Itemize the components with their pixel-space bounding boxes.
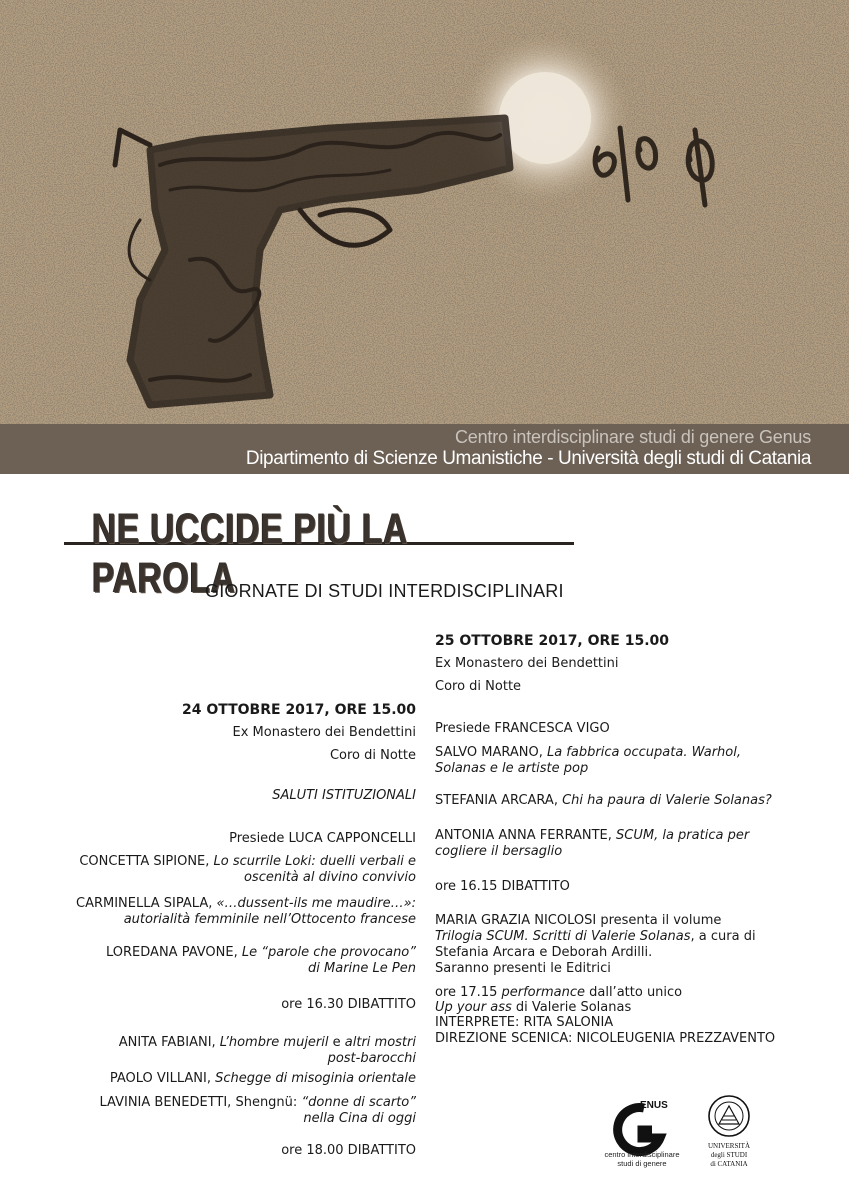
- day2-book-2: Trilogia SCUM. Scritti di Valerie Solanas, a cura di: [435, 929, 756, 944]
- day2-room: Coro di Notte: [435, 679, 522, 694]
- day2-talk-3-cont: cogliere il bersaglio: [435, 844, 563, 859]
- day2-chair: Presiede FRANCESCA VIGO: [435, 721, 610, 736]
- program-day-2: [435, 0, 835, 1200]
- day1-talk-1-cont: oscenità al divino convivio: [243, 870, 416, 885]
- day2-book-4: Saranno presenti le Editrici: [435, 961, 611, 976]
- day1-talk-1: CONCETTA SIPIONE, Lo scurrile Loki: duelli verbali e: [79, 854, 416, 869]
- day1-debate-1: ore 16.30 DIBATTITO: [281, 997, 416, 1012]
- day2-perf-2: Up your ass di Valerie Solanas: [435, 1000, 632, 1015]
- day2-talk-3: ANTONIA ANNA FERRANTE, SCUM, la pratica per: [435, 828, 750, 843]
- genus-logo-word: ENUS: [640, 1100, 668, 1111]
- day2-talk-1-cont: Solanas e le artiste pop: [435, 761, 589, 776]
- event-title: NE UCCIDE PIÙ LA PAROLA: [92, 505, 407, 602]
- day1-talk-2: CARMINELLA SIPALA, «…dussent-ils me maudire…»:: [76, 896, 416, 911]
- unict-caption-1: UNIVERSITÀ: [708, 1142, 750, 1150]
- day2-talk-2: STEFANIA ARCARA, Chi ha paura di Valerie Solanas?: [435, 793, 772, 808]
- day1-talk-6-cont: nella Cina di oggi: [303, 1111, 416, 1126]
- header-dipartimento: Dipartimento di Scienze Umanistiche - Università degli studi di Catania: [245, 448, 811, 469]
- event-subtitle: GIORNATE DI STUDI INTERDISCIPLINARI: [205, 581, 564, 601]
- day1-talk-6: LAVINIA BENEDETTI, Shengnü: “donne di scarto”: [99, 1095, 416, 1110]
- day2-perf-4: DIREZIONE SCENICA: NICOLEUGENIA PREZZAVENTO: [435, 1031, 776, 1046]
- day2-talk-1: SALVO MARANO, La fabbrica occupata. Warhol,: [435, 745, 741, 760]
- genus-logo-caption-2: studi di genere: [617, 1159, 667, 1168]
- unict-seal-logo: [700, 1094, 758, 1170]
- day1-talk-3: LOREDANA PAVONE, Le “parole che provocano”: [106, 945, 416, 960]
- genus-logo: [594, 1094, 690, 1170]
- day1-room: Coro di Notte: [329, 748, 416, 763]
- unict-caption-2: degli STUDI: [710, 1151, 748, 1159]
- day2-date: 25 OTTOBRE 2017, ORE 15.00: [435, 633, 670, 649]
- day2-perf-1: ore 17.15 performance dall’atto unico: [435, 985, 683, 1000]
- day1-talk-5: PAOLO VILLANI, Schegge di misoginia orientale: [109, 1071, 416, 1086]
- day2-perf-3: INTERPRETE: RITA SALONIA: [435, 1015, 614, 1030]
- genus-logo-caption-1: centro interdisciplinare: [604, 1150, 680, 1159]
- day2-venue: Ex Monastero dei Bendettini: [435, 656, 619, 671]
- day1-talk-3-cont: di Marine Le Pen: [308, 961, 416, 976]
- unict-caption-3: di CATANIA: [710, 1160, 748, 1168]
- day2-book-3: Stefania Arcara e Deborah Ardilli.: [435, 945, 653, 960]
- header-centro: Centro interdisciplinare studi di genere Genus: [454, 427, 811, 447]
- day1-chair: Presiede LUCA CAPPONCELLI: [229, 831, 416, 846]
- day1-talk-4-cont: post-barocchi: [327, 1051, 416, 1066]
- day1-saluti: SALUTI ISTITUZIONALI: [272, 788, 416, 803]
- day1-venue: Ex Monastero dei Bendettini: [232, 725, 416, 740]
- day2-book-1: MARIA GRAZIA NICOLOSI presenta il volume: [435, 913, 722, 928]
- day1-talk-4: ANITA FABIANI, L’hombre mujeril e altri mostri: [118, 1035, 416, 1050]
- day1-date: 24 OTTOBRE 2017, ORE 15.00: [181, 702, 416, 718]
- day1-talk-2-cont: autorialità femminile nell’Ottocento francese: [123, 912, 416, 927]
- day2-debate-1: ore 16.15 DIBATTITO: [435, 879, 570, 894]
- program-day-1: [0, 0, 416, 1200]
- day1-debate-2: ore 18.00 DIBATTITO: [281, 1143, 416, 1158]
